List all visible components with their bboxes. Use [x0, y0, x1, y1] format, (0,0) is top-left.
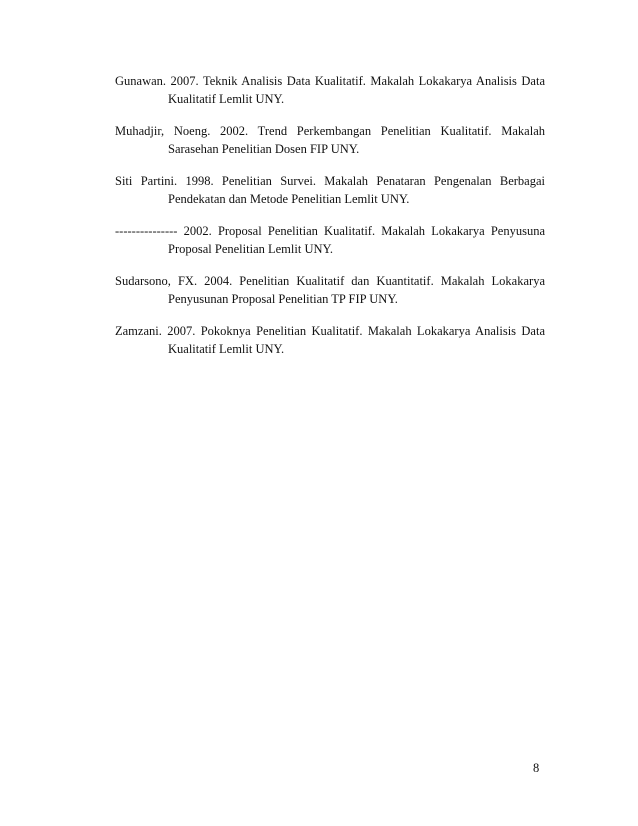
reference-entry: Muhadjir, Noeng. 2002. Trend Perkembangan Penelitian Kualitatif. Makalah Sarasehan Penelitian Dosen FIP UNY. [115, 124, 545, 156]
reference-entry: --------------- 2002. Proposal Penelitian Kualitatif. Makalah Lokakarya Penyusuna Proposal Penelitian Lemlit UNY. [115, 224, 545, 256]
reference-entry: Sudarsono, FX. 2004. Penelitian Kualitatif dan Kuantitatif. Makalah Lokakarya Penyusunan Proposal Penelitian TP FIP UNY. [115, 274, 545, 306]
reference-entry: Zamzani. 2007. Pokoknya Penelitian Kualitatif. Makalah Lokakarya Analisis Data Kualitatif Lemlit UNY. [115, 324, 545, 356]
reference-entry: Siti Partini. 1998. Penelitian Survei. Makalah Penataran Pengenalan Berbagai Pendekatan dan Metode Penelitian Lemlit UNY. [115, 174, 545, 206]
reference-list [115, 72, 545, 372]
page-number: 8 [533, 761, 540, 775]
reference-entry: Gunawan. 2007. Teknik Analisis Data Kualitatif. Makalah Lokakarya Analisis Data Kualitatif Lemlit UNY. [115, 74, 545, 106]
